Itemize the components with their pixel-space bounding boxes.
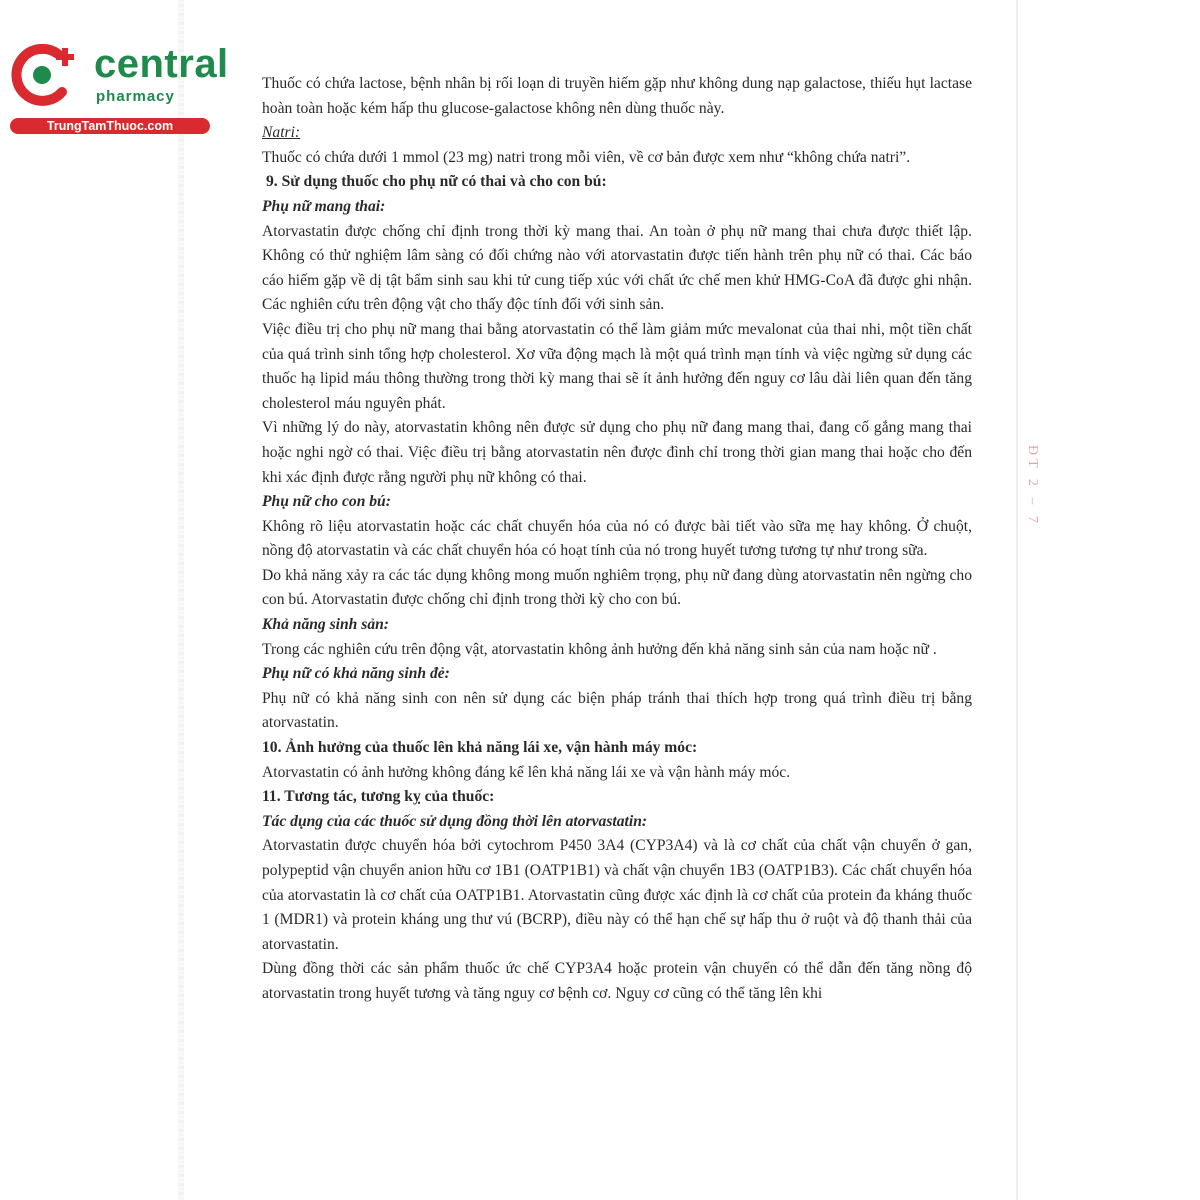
- section-heading-10: 10. Ảnh hưởng của thuốc lên khả năng lái xe, vận hành máy móc:: [262, 739, 698, 757]
- paragraph-driving: Atorvastatin có ảnh hưởng không đáng kể lên khả năng lái xe và vận hành máy móc.: [262, 763, 791, 781]
- paragraph-fertility: Trong các nghiên cứu trên động vật, atorvastatin không ảnh hưởng đến khả năng sinh sản của nam hoặc nữ .: [262, 640, 937, 658]
- paragraph-pregnant-2: Việc điều trị cho phụ nữ mang thai bằng atorvastatin có thể làm giảm mức mevalonat của thai nhi, một tiền chất của quá trình sinh tổng hợp cholesterol. Xơ vữa động mạch là một quá trình mạn tính và việc ngừng sử dụng các thuốc hạ lipid máu thông thường trong thời kỳ mang thai sẽ ít ảnh hưởng đến nguy cơ lâu dài liên quan đến tăng cholesterol máu nguyên phát.: [262, 320, 972, 412]
- subheading-interactions: Tác dụng của các thuốc sử dụng đồng thời lên atorvastatin:: [262, 812, 648, 830]
- paragraph-pregnant-3: Vì những lý do này, atorvastatin không nên được sử dụng cho phụ nữ đang mang thai, đang cố gắng mang thai hoặc nghi ngờ có thai. Việc điều trị bằng atorvastatin nên được đình chỉ trong thời gian mang thai hoặc cho đến khi xác định được rằng người phụ nữ không có thai.: [262, 419, 972, 486]
- logo-name: central: [94, 42, 229, 86]
- subheading-fertility: Khả năng sinh sản:: [262, 616, 389, 634]
- subheading-breastfeeding: Phụ nữ cho con bú:: [262, 493, 391, 511]
- natri-label: Natri:: [262, 124, 301, 142]
- paragraph-breastfeeding-1: Không rõ liệu atorvastatin hoặc các chất chuyển hóa của nó có được bài tiết vào sữa mẹ hay không. Ở chuột, nồng độ atorvastatin và các chất chuyển hóa có hoạt tính của nó trong huyết tương tương tự như trong sữa.: [262, 517, 972, 560]
- section-heading-11: 11. Tương tác, tương kỵ của thuốc:: [262, 788, 495, 806]
- paragraph-interactions-1: Atorvastatin được chuyển hóa bởi cytochrom P450 3A4 (CYP3A4) và là cơ chất của chất vận chuyển ở gan, polypeptid vận chuyển anion hữu cơ 1B1 (OATP1B1) và chất vận chuyển 1B3 (OATP1B3). Các chất chuyển hóa của atorvastatin là cơ chất của OATP1B1. Atorvastatin cũng được xác định là cơ chất của protein đa kháng thuốc 1 (MDR1) và protein kháng ung thư vú (BCRP), điều này có thể hạn chế sự hấp thu ở ruột và độ thanh thải của atorvastatin.: [262, 837, 972, 953]
- subheading-pregnant: Phụ nữ mang thai:: [262, 197, 386, 215]
- paragraph-natri: Thuốc có chứa dưới 1 mmol (23 mg) natri trong mỗi viên, về cơ bản được xem như “không chứa natri”.: [262, 148, 911, 166]
- pharmacy-logo[interactable]: [8, 38, 229, 138]
- pharmacy-logo-icon: [10, 40, 84, 110]
- paragraph-pregnant-1: Atorvastatin được chống chỉ định trong thời kỳ mang thai. An toàn ở phụ nữ mang thai chưa được thiết lập. Không có thử nghiệm lâm sàng có đối chứng nào với atorvastatin được tiến hành trên phụ nữ có thai. Các báo cáo hiếm gặp về dị tật bẩm sinh sau khi tử cung tiếp xúc với chất ức chế men khử HMG-CoA đã được ghi nhận. Các nghiên cứu trên động vật cho thấy độc tính đối với sinh sản.: [262, 222, 972, 314]
- handwritten-stamp: ĐT 2 – 7: [1025, 445, 1040, 527]
- logo-website[interactable]: TrungTamThuoc.com: [10, 118, 210, 134]
- section-heading-9: 9. Sử dụng thuốc cho phụ nữ có thai và cho con bú:: [266, 173, 607, 191]
- paragraph-lactose: Thuốc có chứa lactose, bệnh nhân bị rối loạn di truyền hiếm gặp như không dung nạp galactose, thiếu hụt lactase hoàn toàn hoặc kém hấp thu glucose-galactose không nên dùng thuốc này.: [262, 75, 972, 117]
- logo-subtitle: pharmacy: [96, 88, 175, 105]
- scan-edge-left: [178, 0, 184, 1200]
- paragraph-breastfeeding-2: Do khả năng xảy ra các tác dụng không mong muốn nghiêm trọng, phụ nữ đang dùng atorvastatin nên ngừng cho con bú. Atorvastatin được chống chỉ định trong thời kỳ cho con bú.: [262, 566, 972, 609]
- paragraph-childbearing: Phụ nữ có khả năng sinh con nên sử dụng các biện pháp tránh thai thích hợp trong quá trình điều trị bằng atorvastatin.: [262, 689, 972, 732]
- subheading-childbearing: Phụ nữ có khả năng sinh đẻ:: [262, 665, 450, 683]
- document-body: [262, 72, 972, 1007]
- paragraph-interactions-2: Dùng đồng thời các sản phẩm thuốc ức chế CYP3A4 hoặc protein vận chuyển có thể dẫn đến tăng nồng độ atorvastatin trong huyết tương và tăng nguy cơ bệnh cơ. Nguy cơ cũng có thể tăng lên khi: [262, 960, 972, 1002]
